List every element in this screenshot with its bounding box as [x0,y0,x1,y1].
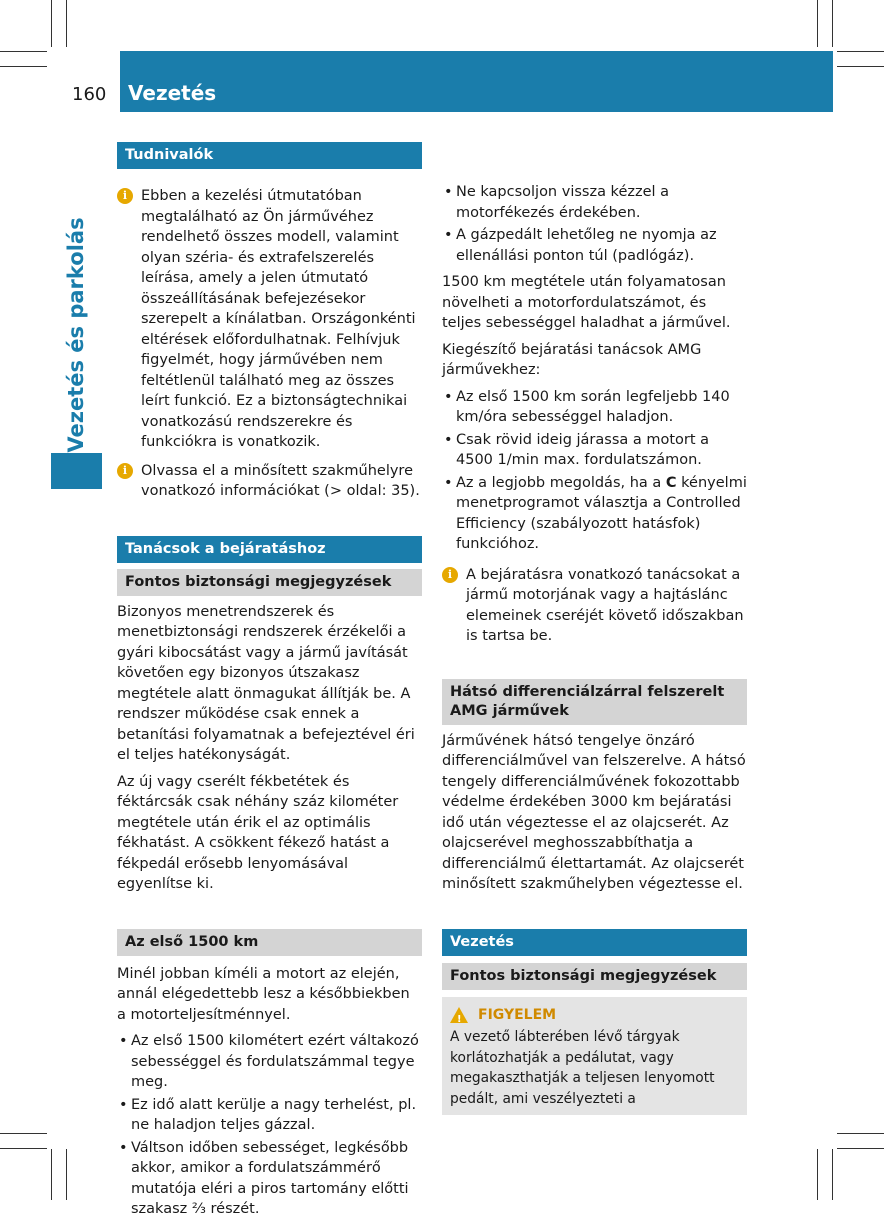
list-item: • Ez idő alatt kerülje a nagy terhelést, pl. ne haladjon teljes gázzal. [117,1095,422,1136]
info-note [442,565,747,647]
subheading-safety: Fontos biztonsági megjegyzések [117,569,422,596]
list-item: • Az első 1500 km során legfeljebb 140 km/óra sebességgel haladjon. [442,387,747,428]
crop-mark [0,51,47,52]
side-tab-marker [51,453,102,489]
crop-mark [51,1149,52,1200]
crop-mark [837,66,884,67]
crop-mark [837,1148,884,1149]
left-column [117,142,422,1226]
list-item: • Ne kapcsoljon vissza kézzel a motorfékezés érdekében. [442,182,747,223]
chapter-title: Vezetés [128,81,217,105]
info-icon: i [117,188,133,204]
crop-mark [837,51,884,52]
crop-mark [0,1148,47,1149]
paragraph: Minél jobban kíméli a motort az elején, annál elégedettebb lesz a későbbiekben a motorteljesítménnyel. [117,965,410,1023]
info-icon: i [442,567,458,583]
header-bar [120,51,833,112]
crop-mark [0,1133,47,1134]
paragraph: Bizonyos menetrendszerek és menetbiztonsági rendszerek érzékelői a gyári kibocsátást vagy a jármű javítását követően egy bizonyos útszakasz megtétele alatt önmagukat állítják be. A rendszer működése csak ennek a betanítási folyamatnak a befejeztével éri el teljes hatékonyságát. [117,603,415,763]
list-item: • A gázpedált lehetőleg ne nyomja az ellenállási ponton túl (padlógáz). [442,225,747,266]
list-item-text: Az a legjobb megoldás, ha a [456,474,666,491]
crop-mark [817,1149,818,1200]
warning-text: A vezető lábterében lévő tárgyak korlátozhatják a pedálutat, vagy megakaszthatják a teljesen lenyomott pedált, ami veszélyezteti a [450,1029,715,1107]
crop-mark [817,0,818,47]
subheading-hatso: Hátsó differenciálzárral felszerelt AMG járművek [442,679,747,725]
list-item-text: kényelmi menetprogramot választja a Controlled Efficiency (szabályozott hatásfok) funkcióhoz. [456,474,747,552]
info-note [117,461,422,502]
info-icon: i [117,463,133,479]
section-heading-tudnivalok: Tudnivalók [117,142,422,169]
subheading-safety: Fontos biztonsági megjegyzések [442,963,747,990]
crop-mark [0,66,47,67]
program-letter: C [665,474,677,491]
subheading-elso-1500: Az első 1500 km [117,929,422,956]
crop-mark [837,1133,884,1134]
right-column [442,182,747,1115]
info-text: Ebben a kezelési útmutatóban megtalálható az Ön járművéhez rendelhető összes modell, valamint olyan széria- és extrafelszerelés leírása, amely a jelen útmutató összeállításának befejezésekor szerepelt a kínálatban. Országonkénti eltérések előfordulhatnak. Felhívjuk figyelmét, hogy járművében nem feltétlenül található meg az összes leírt funkció. Ez a biztonságtechnikai vonatkozású rendszerekre és funkciókra is vonatkozik. [141,188,416,450]
list-item: • Az első 1500 kilométert ezért váltakozó sebességgel és fordulatszámmal tegye meg. [117,1031,422,1093]
info-text: A bejáratásra vonatkozó tanácsokat a jármű motorjának vagy a hajtáslánc elemeinek cseréjét követő időszakban is tartsa be. [466,566,744,644]
paragraph: Járművének hátsó tengelye önzáró differenciálművel van felszerelve. A hátsó tengely differenciálművének fokozottabb védelme érdekében 3000 km bejáratási idő után végeztesse el az olajcserét. Az olajcserével meghosszabbíthatja a differenciálmű élettartamát. Az olajcserét minősített szakműhelyben végeztesse el. [442,732,746,892]
bullet-list [442,387,747,555]
paragraph: 1500 km megtétele után folyamatosan növelheti a motorfordulatszámot, és teljes sebességgel haladhat a járművel. [442,274,731,331]
crop-mark [66,0,67,47]
bullet-list [442,182,747,266]
section-heading-bejaratas: Tanácsok a bejáratáshoz [117,536,422,563]
list-item: • Csak rövid ideig járassa a motort a 4500 1/min max. fordulatszámon. [442,430,747,471]
warning-label: FIGYELEM [478,1006,557,1023]
crop-mark [51,0,52,47]
page-number: 160 [72,84,107,105]
info-text: Olvassa el a minősített szakműhelyre vonatkozó információkat (> oldal: 35). [141,462,420,499]
warning-box [442,997,747,1116]
section-heading-vezetes: Vezetés [442,929,747,956]
warning-icon: ! [450,1007,468,1023]
side-tab-label: Vezetés és parkolás [64,217,88,453]
crop-mark [66,1149,67,1200]
crop-mark [832,0,833,47]
warning-title [450,1005,739,1026]
paragraph: Az új vagy cserélt fékbetétek és féktárcsák csak néhány száz kilométer megtétele után érik el az optimális fékhatást. A csökkent fékező hatást a fékpedál erősebb lenyomásával egyenlítse ki. [117,773,399,892]
list-item [442,473,747,555]
bullet-list [117,1031,422,1220]
info-note [117,186,422,453]
crop-mark [832,1149,833,1200]
list-item: • Váltson időben sebességet, legkésőbb akkor, amikor a fordulatszámmérő mutatója eléri a piros tartomány előtti szakasz ⅔ részét. [117,1138,422,1220]
paragraph: Kiegészítő bejáratási tanácsok AMG járművekhez: [442,341,702,378]
